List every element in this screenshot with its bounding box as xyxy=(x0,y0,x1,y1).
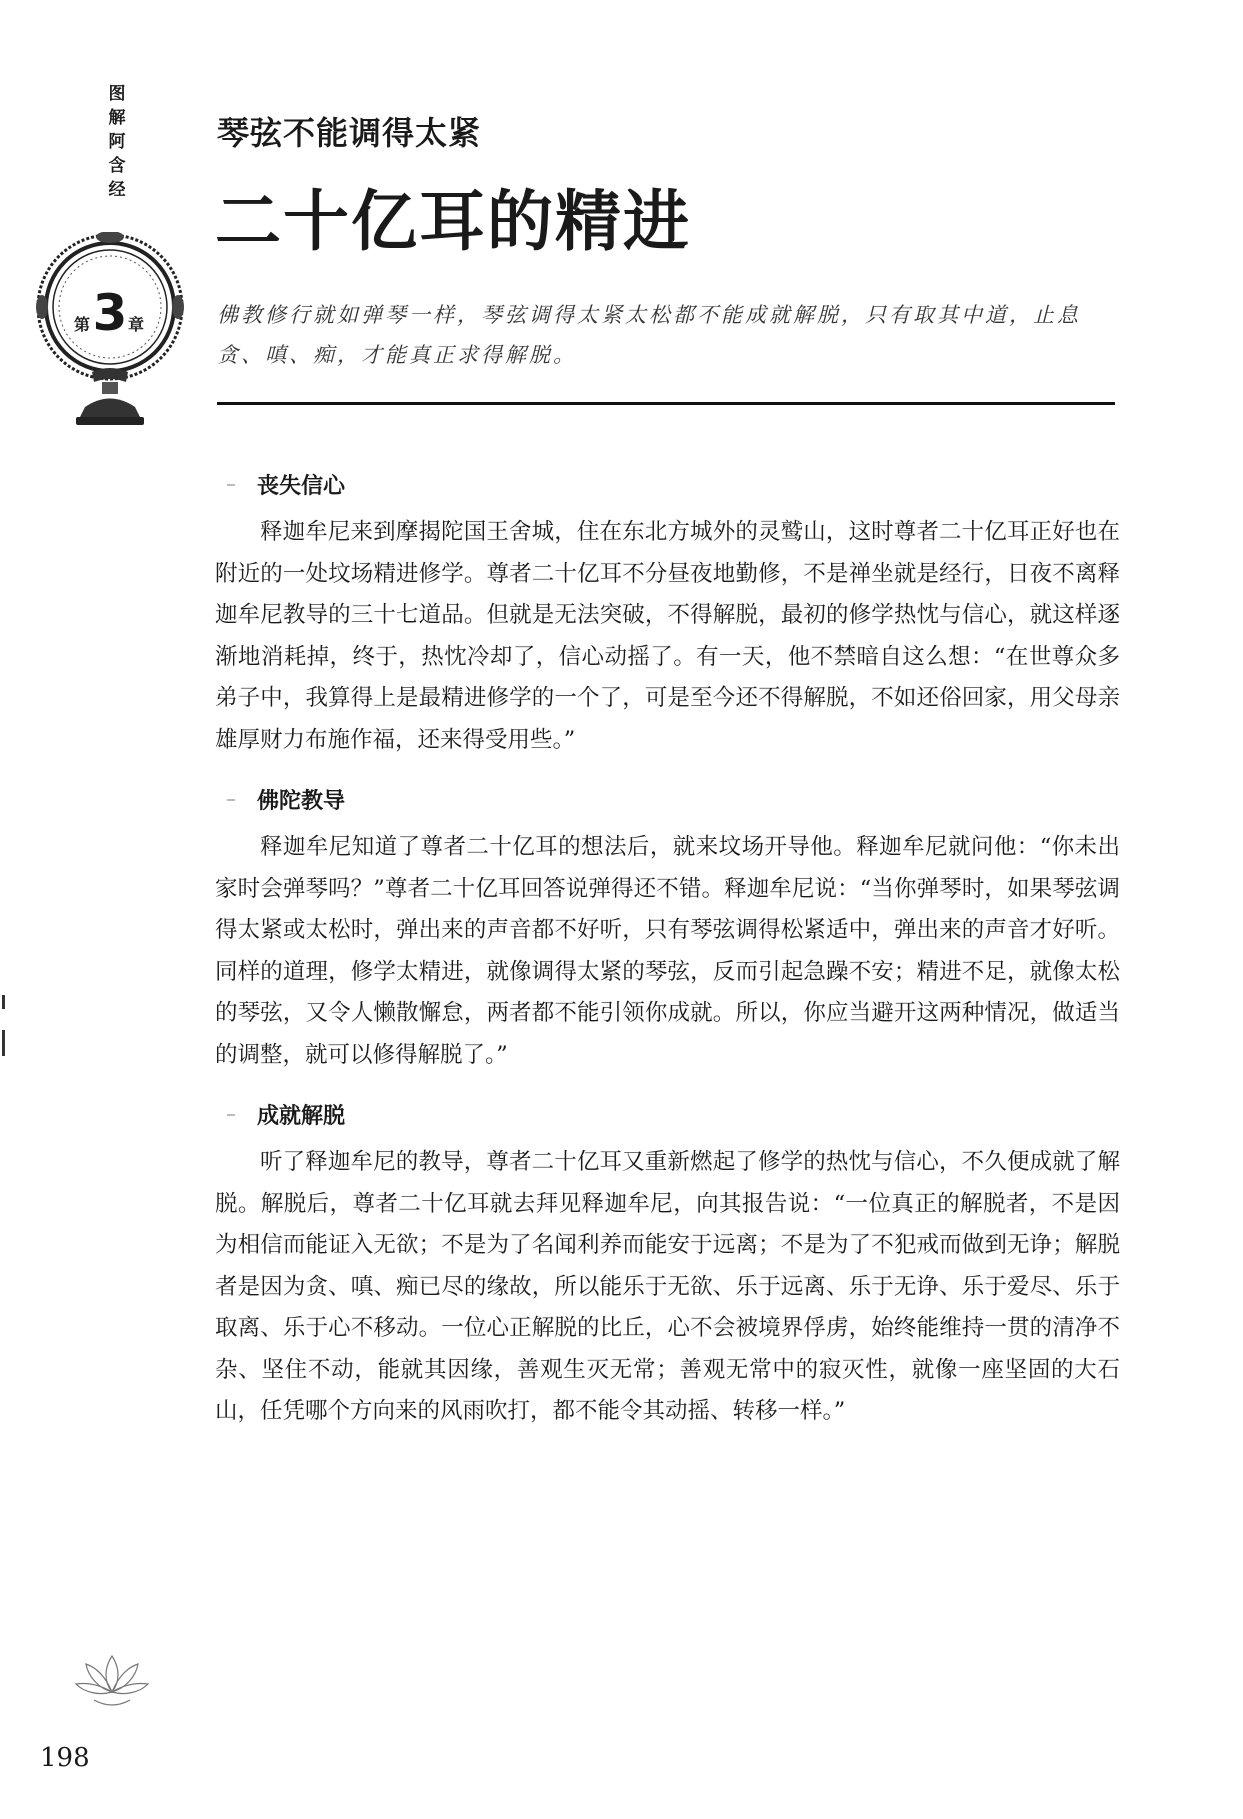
chapter-prefix: 第 xyxy=(74,315,91,334)
bullet-icon xyxy=(227,799,235,801)
chapter-suffix: 章 xyxy=(128,315,145,334)
section-heading-text: 佛陀教导 xyxy=(257,789,346,814)
running-header xyxy=(103,82,131,202)
chapter-number: 3 xyxy=(92,284,128,342)
chapter-badge xyxy=(30,232,190,432)
article-intro: 佛教修行就如弹琴一样，琴弦调得太紧太松都不能成就解脱，只有取其中道，止息贪、嗔、痴，才能真正求得解脱。 xyxy=(217,303,1081,367)
section-heading-text: 成就解脱 xyxy=(257,1104,346,1129)
lotus-icon xyxy=(72,1636,152,1716)
running-header-char: 含 xyxy=(108,156,126,176)
section xyxy=(215,470,1120,761)
bullet-icon xyxy=(227,484,235,486)
running-header-char: 图 xyxy=(108,84,126,104)
article-title: 二十亿耳的精进 xyxy=(215,182,691,260)
running-header-char: 经 xyxy=(108,180,126,200)
section-heading-text: 丧失信心 xyxy=(257,474,346,499)
margin-mark xyxy=(2,1030,5,1056)
bullet-icon xyxy=(227,1114,235,1116)
article-body xyxy=(215,470,1120,1457)
page-number: 198 xyxy=(40,1743,90,1773)
margin-mark xyxy=(2,995,5,1009)
section xyxy=(215,785,1120,1076)
section-paragraph: 释迦牟尼知道了尊者二十亿耳的想法后，就来坟场开导他。释迦牟尼就问他：“你未出家时会弹琴吗？”尊者二十亿耳回答说弹得还不错。释迦牟尼说：“当你弹琴时，如果琴弦调得太紧或太松时，弹出来的声音都不好听，只有琴弦调得松紧适中，弹出来的声音才好听。同样的道理，修学太精进，就像调得太紧的琴弦，反而引起急躁不安；精进不足，就像太松的琴弦，又令人懒散懈怠，两者都不能引领你成就。所以，你应当避开这两种情况，做适当的调整，就可以修得解脱了。” xyxy=(215,834,1120,1068)
section-heading xyxy=(257,785,1120,819)
running-header-char: 解 xyxy=(108,108,126,128)
section-paragraph: 听了释迦牟尼的教导，尊者二十亿耳又重新燃起了修学的热忱与信心，不久便成就了解脱。解脱后，尊者二十亿耳就去拜见释迦牟尼，向其报告说：“一位真正的解脱者，不是因为相信而能证入无欲；不是为了名闻利养而能安于远离；不是为了不犯戒而做到无诤；解脱者是因为贪、嗔、痴已尽的缘故，所以能乐于无欲、乐于远离、乐于无诤、乐于爱尽、乐于取离、乐于心不移动。一位心正解脱的比丘，心不会被境界俘虏，始终能维持一贯的清净不杂、坚住不动，能就其因缘，善观生灭无常；善观无常中的寂灭性，就像一座坚固的大石山，任凭哪个方向来的风雨吹打，都不能令其动摇、转移一样。” xyxy=(215,1149,1120,1424)
running-header-char: 阿 xyxy=(108,132,126,152)
section-paragraph: 释迦牟尼来到摩揭陀国王舍城，住在东北方城外的灵鹫山，这时尊者二十亿耳正好也在附近的一处坟场精进修学。尊者二十亿耳不分昼夜地勤修，不是禅坐就是经行，日夜不离释迦牟尼教导的三十七道品。但就是无法突破，不得解脱，最初的修学热忱与信心，就这样逐渐地消耗掉，终于，热忱冷却了，信心动摇了。有一天，他不禁暗自这么想：“在世尊众多弟子中，我算得上是最精进修学的一个了，可是至今还不得解脱，不如还俗回家，用父母亲雄厚财力布施作福，还来得受用些。” xyxy=(215,519,1120,753)
section-heading xyxy=(257,470,1120,504)
divider xyxy=(217,402,1115,405)
section xyxy=(215,1100,1120,1433)
article-subtitle: 琴弦不能调得太紧 xyxy=(217,114,482,152)
section-heading xyxy=(257,1100,1120,1134)
